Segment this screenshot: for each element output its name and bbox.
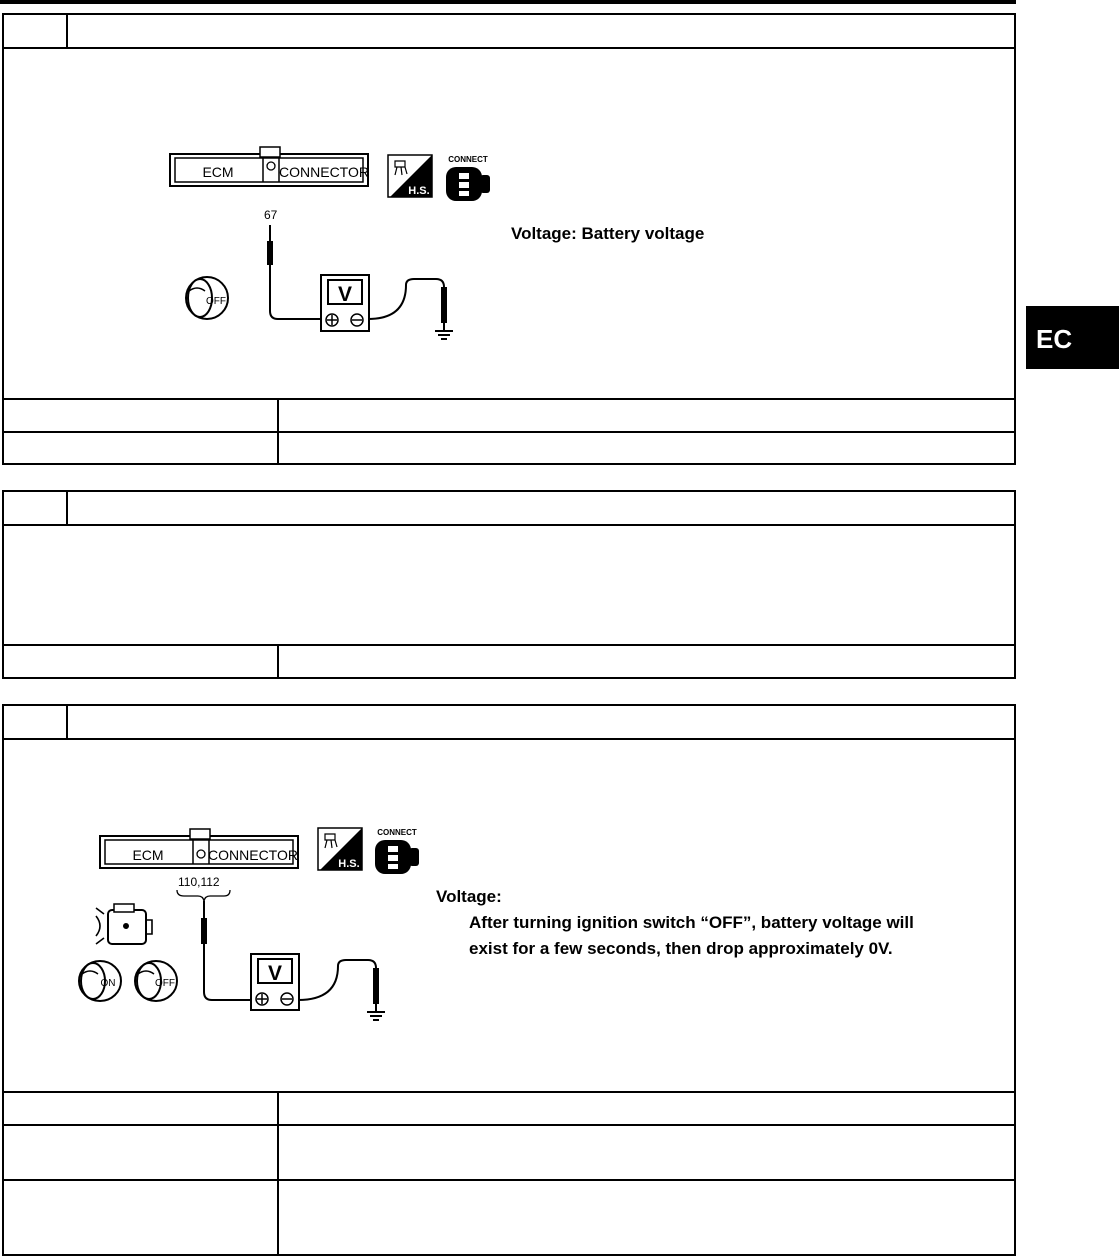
step-1-result-2-divider: [277, 433, 279, 465]
connect-label: CONNECT: [377, 828, 417, 837]
voltage-note: Voltage: Battery voltage: [511, 224, 705, 243]
switch-off-label: OFF: [155, 978, 175, 989]
connector-right-label: CONNECTOR: [208, 847, 298, 863]
connect-icon: [446, 155, 490, 201]
switch-off-label: OFF: [206, 296, 226, 307]
step-3-result-2-divider: [277, 1126, 279, 1179]
ignition-key-on-icon: [79, 961, 121, 1001]
page-top-rule: [0, 0, 1016, 4]
step-1-result-row-1: [4, 398, 1014, 431]
step-3-number-cell: [4, 706, 68, 738]
voltage-title: Voltage:: [436, 887, 502, 906]
connector-right-label: CONNECTOR: [279, 164, 369, 180]
terminal-number: 67: [264, 208, 278, 222]
voltmeter: [321, 275, 369, 331]
step-1-result-1-divider: [277, 400, 279, 431]
section-tab-label: EC: [1036, 324, 1073, 354]
step-3-result-row-2: [4, 1124, 1014, 1179]
ecm-connector: [170, 147, 369, 186]
connector-left-label: ECM: [202, 164, 234, 180]
step-3-result-3-divider: [277, 1181, 279, 1256]
step-box-3: [2, 704, 1016, 1256]
step-2-header: [4, 492, 1014, 526]
voltage-line-2: exist for a few seconds, then drop approximately 0V.: [469, 939, 893, 958]
terminal-brace: [177, 890, 230, 901]
meter-label: V: [267, 962, 283, 985]
voltage-note: [436, 884, 914, 962]
section-tab-ec[interactable]: [1026, 306, 1119, 369]
step-3-header: [4, 706, 1014, 740]
step-box-2: [2, 490, 1016, 679]
connect-label: CONNECT: [448, 155, 488, 164]
harness-side-icon: [318, 828, 362, 870]
hs-label: H.S.: [408, 185, 430, 197]
step-2-result-row-1: [4, 644, 1014, 679]
ignition-key-off-icon: [186, 277, 228, 319]
voltage-line-1: After turning ignition switch “OFF”, battery voltage will: [469, 913, 914, 932]
meter-label: V: [337, 283, 353, 306]
step-1-header: [4, 15, 1014, 49]
ignition-key-off-icon: [135, 961, 177, 1001]
switch-on-label: ON: [100, 978, 116, 989]
step-box-1: [2, 13, 1016, 465]
step-2-result-1-divider: [277, 646, 279, 679]
connector-left-label: ECM: [132, 847, 164, 863]
terminal-numbers: 110,112: [178, 875, 220, 889]
engine-icon: [96, 904, 152, 944]
step-1-diagram: [4, 49, 1014, 399]
harness-side-icon: [388, 155, 432, 197]
step-3-result-row-1: [4, 1091, 1014, 1124]
step-3-result-row-3: [4, 1179, 1014, 1256]
step-3-result-1-divider: [277, 1093, 279, 1124]
connect-icon: [375, 828, 419, 874]
hs-label: H.S.: [338, 858, 360, 870]
step-2-number-cell: [4, 492, 68, 524]
step-1-number-cell: [4, 15, 68, 47]
voltmeter: [251, 954, 299, 1010]
step-1-result-row-2: [4, 431, 1014, 465]
ecm-connector: [100, 829, 298, 868]
